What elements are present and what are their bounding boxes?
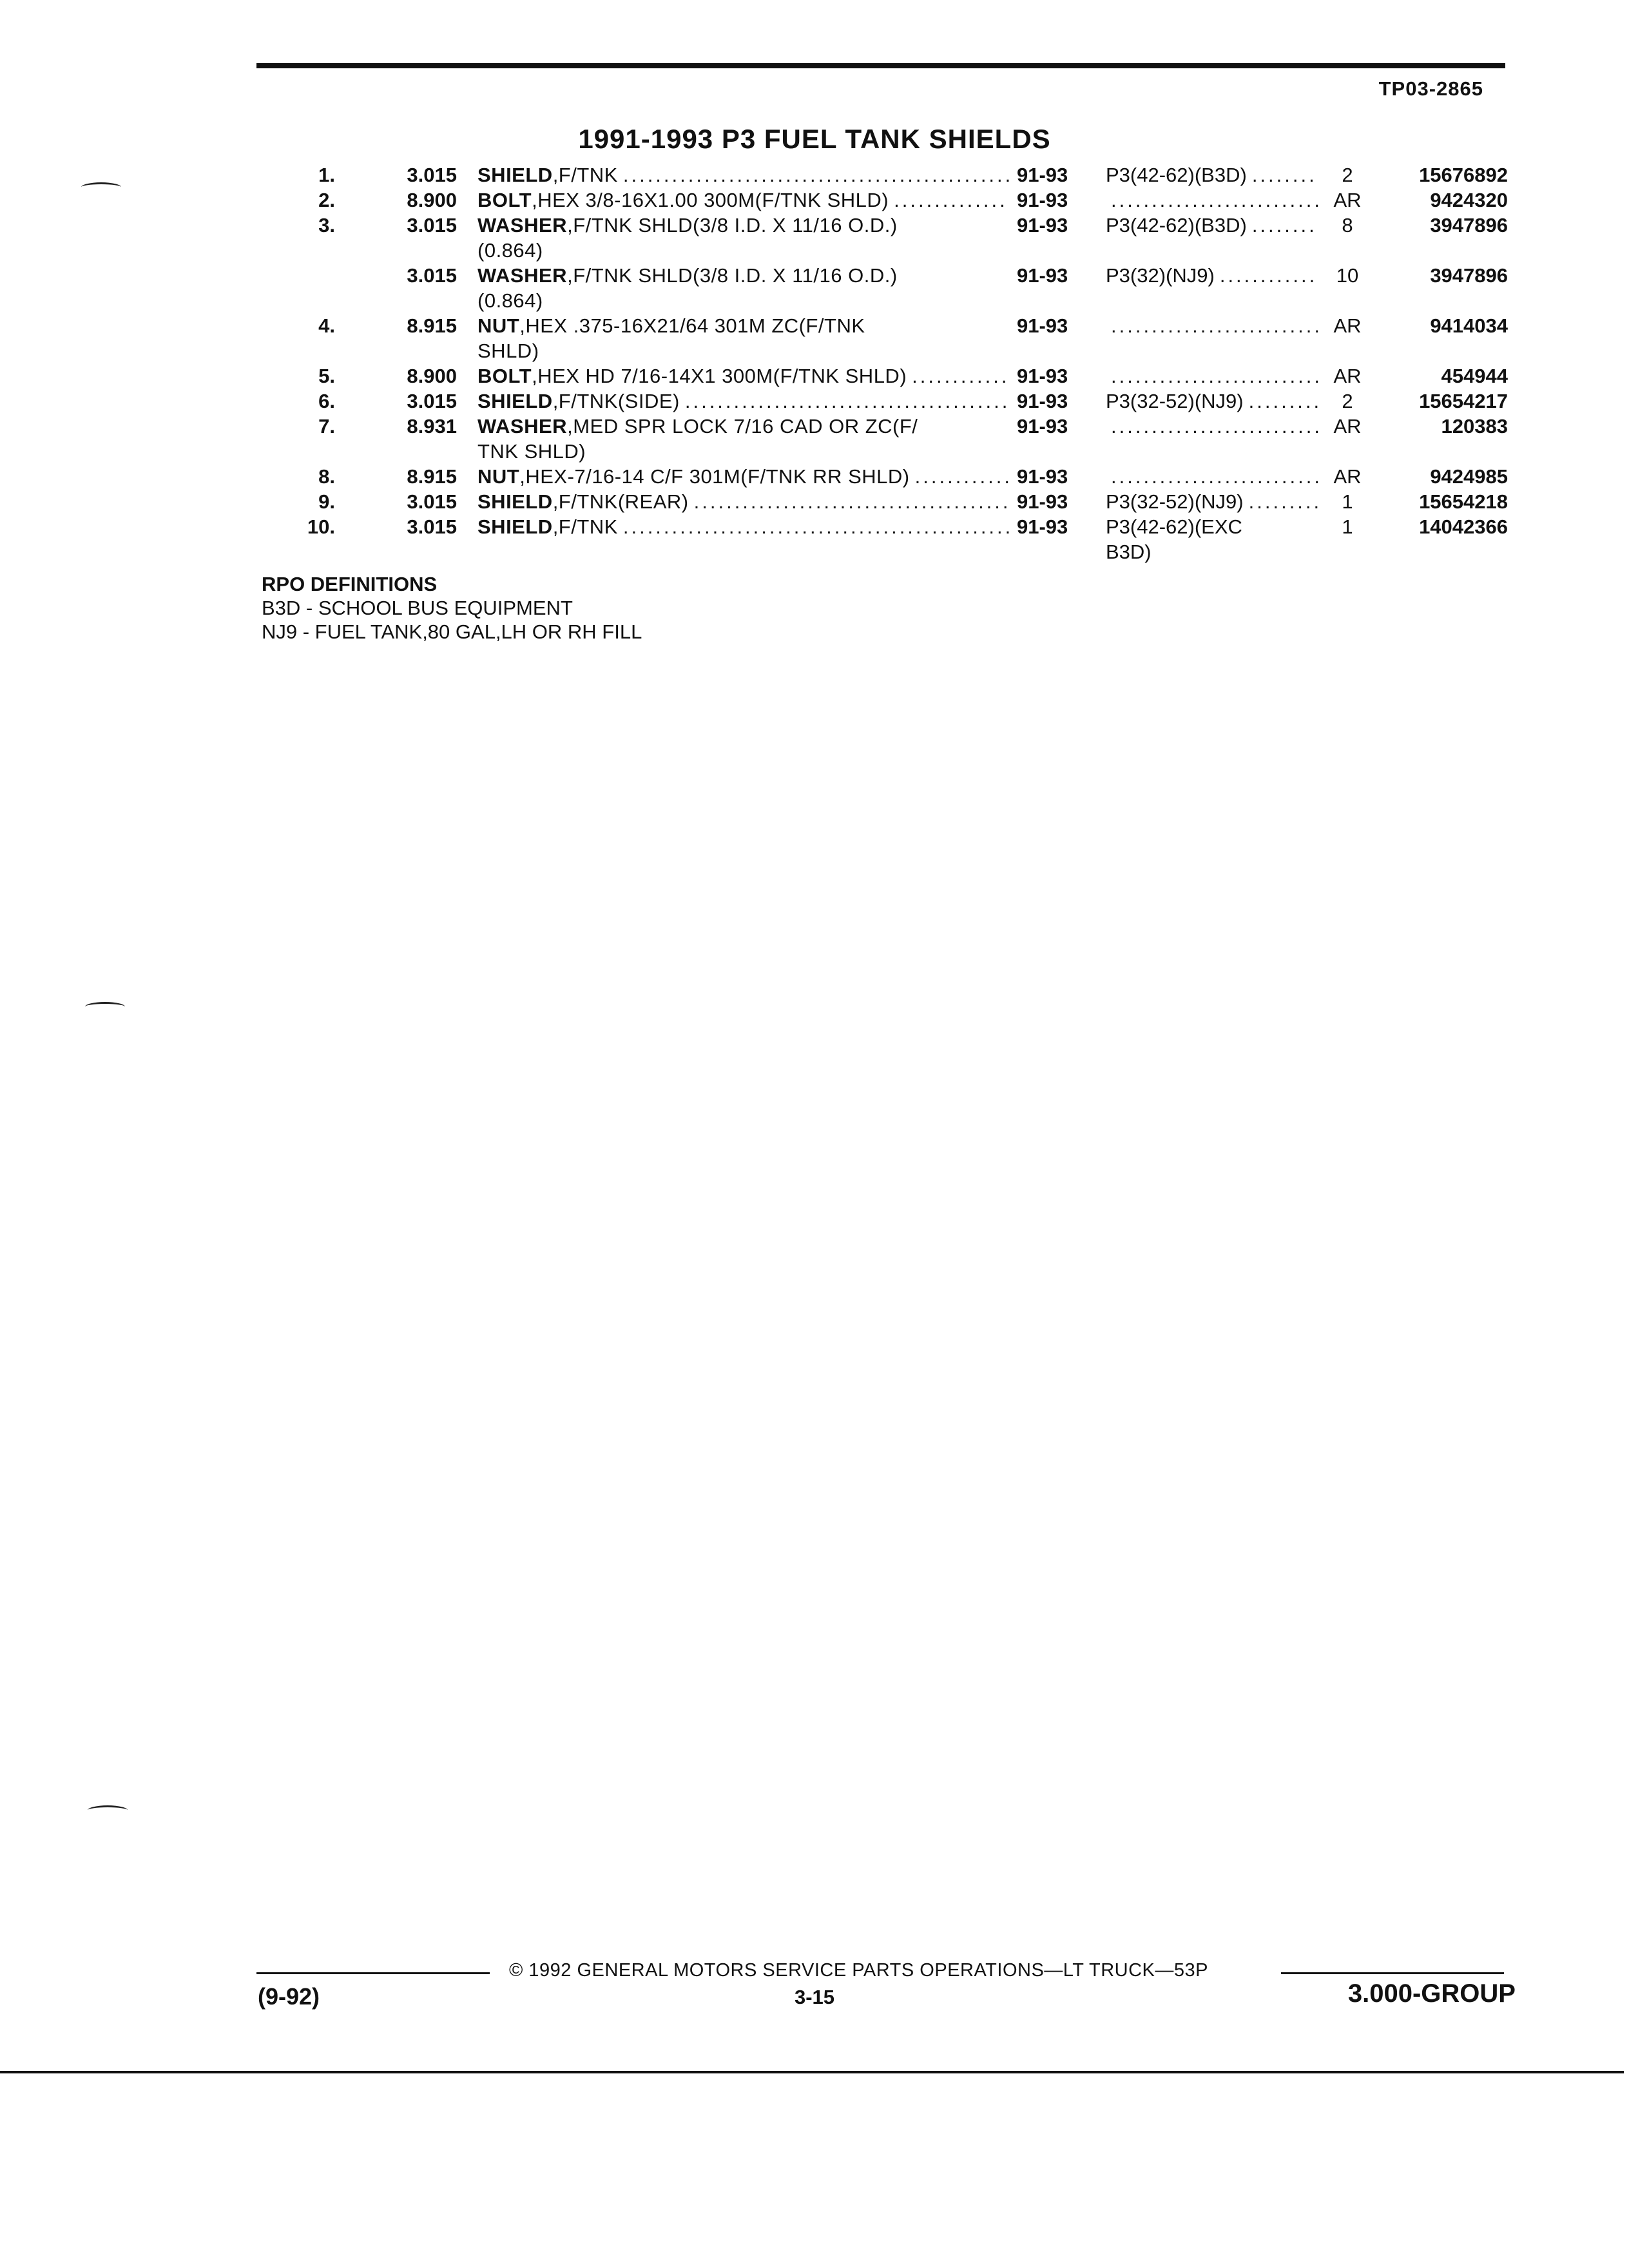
part-name: SHIELD: [477, 490, 553, 513]
quantity: AR: [1333, 465, 1362, 488]
header-rule: [256, 63, 1505, 68]
part-name: BOLT: [477, 189, 532, 211]
dot-leader: [1244, 489, 1318, 514]
part-detail: ,F/TNK: [552, 515, 618, 538]
part-number: 454944: [1441, 365, 1508, 387]
part-number: 3947896: [1430, 214, 1508, 236]
dot-leader: [1106, 414, 1318, 439]
part-detail: ,F/TNK: [552, 164, 618, 186]
part-row: [258, 363, 1508, 389]
group-number: 8.900: [407, 365, 457, 387]
rpo-definitions: [262, 572, 642, 644]
dot-leader: [907, 363, 1009, 389]
part-number: 9414034: [1430, 314, 1508, 337]
part-row: [258, 263, 1508, 313]
footer-rule-right: [1281, 1972, 1504, 1974]
part-detail: ,F/TNK(REAR): [552, 490, 689, 513]
dot-leader: [680, 389, 1009, 414]
dot-leader: [1106, 187, 1318, 213]
part-description: [477, 187, 1009, 213]
part-row: [258, 162, 1508, 187]
quantity: 10: [1336, 264, 1359, 287]
part-row: [258, 514, 1508, 564]
model-usage: [1106, 162, 1318, 187]
group-number: 3.015: [407, 490, 457, 513]
quantity: AR: [1333, 189, 1362, 211]
part-number: 9424985: [1430, 465, 1508, 488]
model-years: 91-93: [1017, 490, 1068, 513]
rpo-item-nj9: NJ9 - FUEL TANK,80 GAL,LH OR RH FILL: [262, 620, 642, 643]
group-number: 8.900: [407, 189, 457, 211]
part-number: 15676892: [1419, 164, 1508, 186]
model-years: 91-93: [1017, 164, 1068, 186]
model-usage: [1106, 363, 1318, 389]
quantity: 1: [1342, 515, 1353, 538]
dot-leader: [1106, 313, 1318, 338]
footer-rule-left: [256, 1972, 490, 1974]
group-number: 8.915: [407, 314, 457, 337]
item-number: 2.: [318, 189, 335, 211]
part-detail-continued: (0.864): [477, 289, 543, 312]
item-number: 6.: [318, 390, 335, 412]
group-number: 3.015: [407, 515, 457, 538]
dot-leader: [889, 187, 1009, 213]
model-usage: [1106, 389, 1318, 414]
document-code: TP03-2865: [1378, 77, 1483, 100]
model-years: 91-93: [1017, 214, 1068, 236]
model-code: P3(42-62)(EXC: [1106, 515, 1242, 538]
part-name: WASHER: [477, 264, 568, 287]
model-code: P3(42-62)(B3D): [1106, 164, 1247, 186]
dot-leader: [1215, 263, 1318, 288]
part-name: SHIELD: [477, 515, 553, 538]
part-description: [477, 389, 1009, 414]
rpo-item-b3d: B3D - SCHOOL BUS EQUIPMENT: [262, 597, 573, 619]
dot-leader: [1106, 363, 1318, 389]
part-detail-continued: (0.864): [477, 239, 543, 262]
part-row: [258, 213, 1508, 263]
quantity: 2: [1342, 164, 1353, 186]
model-code: P3(32-52)(NJ9): [1106, 390, 1244, 412]
model-years: 91-93: [1017, 314, 1068, 337]
part-description: [477, 464, 1009, 489]
part-description: [477, 489, 1009, 514]
model-years: 91-93: [1017, 365, 1068, 387]
part-description: [477, 414, 1009, 464]
part-name: WASHER: [477, 214, 568, 236]
model-years: 91-93: [1017, 515, 1068, 538]
revision-date: (9-92): [258, 1983, 320, 2010]
group-number: 8.915: [407, 465, 457, 488]
part-detail: ,HEX-7/16-14 C/F 301M(F/TNK RR SHLD): [519, 465, 910, 488]
dot-leader: [1247, 162, 1318, 187]
part-detail-continued: SHLD): [477, 340, 539, 362]
model-usage: [1106, 514, 1318, 564]
model-years: 91-93: [1017, 189, 1068, 211]
part-detail: ,F/TNK(SIDE): [552, 390, 680, 412]
model-usage: [1106, 263, 1318, 288]
quantity: AR: [1333, 415, 1362, 437]
part-description: [477, 313, 1009, 363]
part-description: [477, 514, 1009, 539]
part-detail: ,HEX .375-16X21/64 301M ZC(F/TNK: [519, 314, 865, 337]
dot-leader: [618, 162, 1009, 187]
quantity: 8: [1342, 214, 1353, 236]
dot-leader: [1106, 464, 1318, 489]
part-name: NUT: [477, 314, 520, 337]
item-number: 3.: [318, 214, 335, 236]
part-detail: ,HEX 3/8-16X1.00 300M(F/TNK SHLD): [532, 189, 889, 211]
quantity: 2: [1342, 390, 1353, 412]
item-number: 10.: [307, 515, 335, 538]
part-number: 120383: [1441, 415, 1508, 437]
part-number: 15654217: [1419, 390, 1508, 412]
part-name: SHIELD: [477, 164, 553, 186]
item-number: 7.: [318, 415, 335, 437]
part-number: 9424320: [1430, 189, 1508, 211]
item-number: 4.: [318, 314, 335, 337]
model-code: P3(32-52)(NJ9): [1106, 490, 1244, 513]
dot-leader: [1247, 213, 1318, 238]
dot-leader: [1244, 389, 1318, 414]
part-detail: ,F/TNK SHLD(3/8 I.D. X 11/16 O.D.): [567, 214, 898, 236]
part-name: WASHER: [477, 415, 568, 437]
bottom-rule: [0, 2071, 1624, 2073]
model-usage: [1106, 489, 1318, 514]
part-description: [477, 162, 1009, 187]
item-number: 5.: [318, 365, 335, 387]
quantity: AR: [1333, 314, 1362, 337]
page-number: 3-15: [794, 1986, 835, 2008]
model-years: 91-93: [1017, 264, 1068, 287]
part-detail: ,HEX HD 7/16-14X1 300M(F/TNK SHLD): [532, 365, 907, 387]
part-description: [477, 213, 1009, 263]
part-row: [258, 389, 1508, 414]
model-years: 91-93: [1017, 390, 1068, 412]
binder-hole-mark: [85, 1002, 125, 1012]
binder-hole-mark: [88, 1805, 128, 1815]
part-row: [258, 313, 1508, 363]
part-row: [258, 464, 1508, 489]
model-years: 91-93: [1017, 465, 1068, 488]
item-number: 1.: [318, 164, 335, 186]
item-number: 8.: [318, 465, 335, 488]
model-usage: [1106, 313, 1318, 338]
part-row: [258, 187, 1508, 213]
group-label: 3.000-GROUP: [1347, 1979, 1516, 2008]
model-usage: [1106, 187, 1318, 213]
part-name: BOLT: [477, 365, 532, 387]
group-number: 3.015: [407, 164, 457, 186]
model-code: B3D): [1106, 541, 1152, 563]
model-code: P3(32)(NJ9): [1106, 264, 1215, 287]
part-name: SHIELD: [477, 390, 553, 412]
part-number: 15654218: [1419, 490, 1508, 513]
part-description: [477, 263, 1009, 313]
group-number: 3.015: [407, 214, 457, 236]
item-number: 9.: [318, 490, 335, 513]
part-description: [477, 363, 1009, 389]
parts-list: [258, 162, 1508, 564]
model-usage: [1106, 414, 1318, 439]
part-row: [258, 414, 1508, 464]
part-number: 3947896: [1430, 264, 1508, 287]
quantity: AR: [1333, 365, 1362, 387]
dot-leader: [910, 464, 1009, 489]
part-detail: ,MED SPR LOCK 7/16 CAD OR ZC(F/: [567, 415, 918, 437]
quantity: 1: [1342, 490, 1353, 513]
copyright-notice: © 1992 GENERAL MOTORS SERVICE PARTS OPERATIONS—LT TRUCK—53P: [509, 1960, 1208, 1981]
model-usage: [1106, 464, 1318, 489]
part-name: NUT: [477, 465, 520, 488]
dot-leader: [618, 514, 1009, 539]
group-number: 8.931: [407, 415, 457, 437]
part-number: 14042366: [1419, 515, 1508, 538]
group-number: 3.015: [407, 390, 457, 412]
part-row: [258, 489, 1508, 514]
model-usage: [1106, 213, 1318, 238]
part-detail-continued: TNK SHLD): [477, 440, 586, 463]
group-number: 3.015: [407, 264, 457, 287]
rpo-heading: RPO DEFINITIONS: [262, 573, 438, 595]
model-years: 91-93: [1017, 415, 1068, 437]
model-code: P3(42-62)(B3D): [1106, 214, 1247, 236]
binder-hole-mark: [81, 182, 121, 192]
dot-leader: [689, 489, 1009, 514]
page-title: 1991-1993 P3 FUEL TANK SHIELDS: [578, 124, 1051, 154]
part-detail: ,F/TNK SHLD(3/8 I.D. X 11/16 O.D.): [567, 264, 898, 287]
